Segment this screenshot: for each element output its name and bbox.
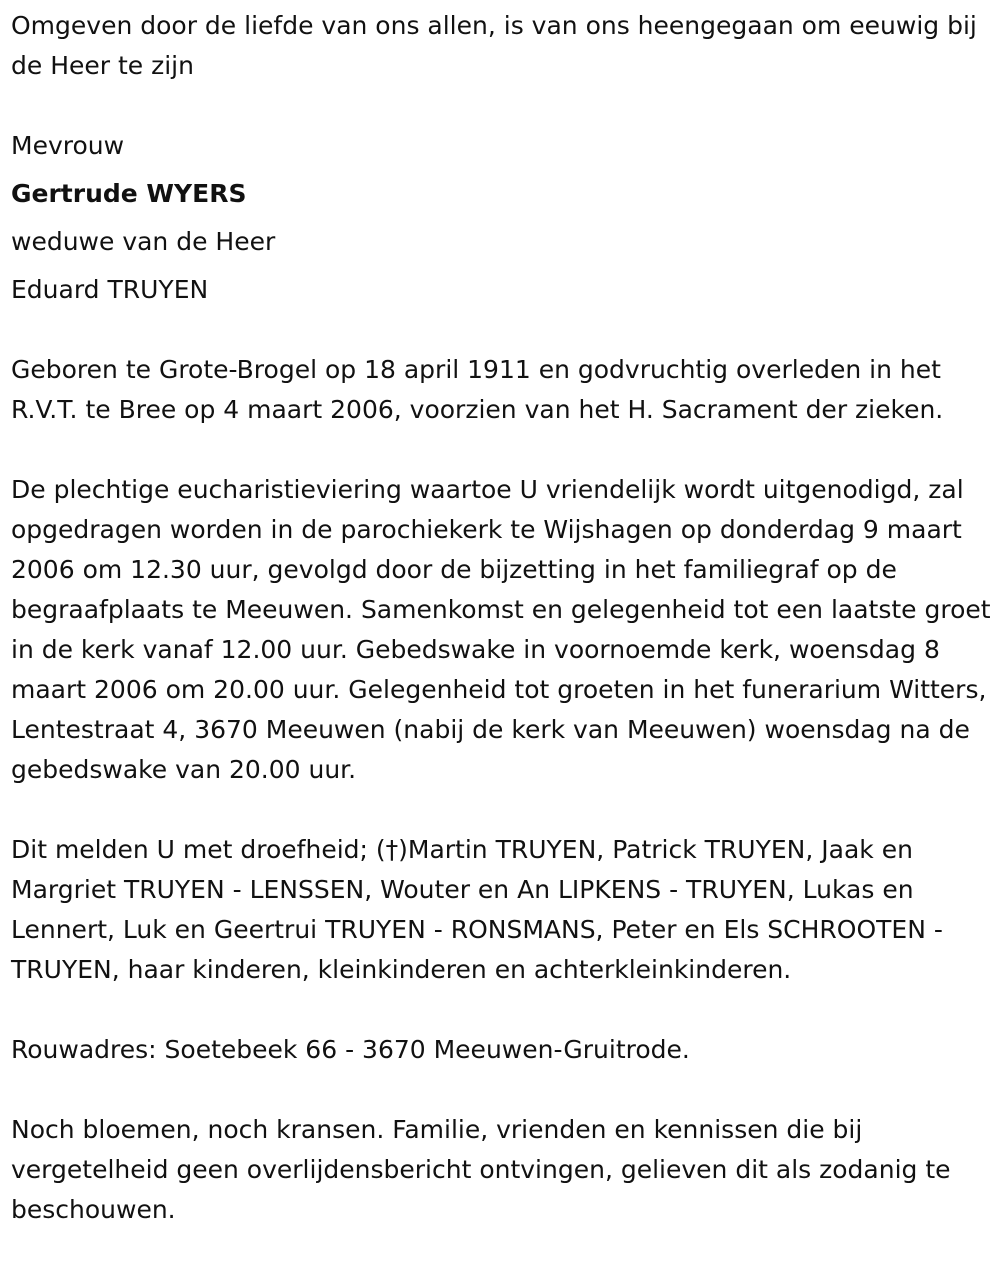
intro-text: Omgeven door de liefde van ons allen, is van ons heengegaan om eeuwig bij de Heer te zijn: [11, 11, 977, 80]
obituary-document: [11, 6, 991, 1230]
spacer: [11, 86, 991, 126]
deceased-names-block: [11, 122, 991, 314]
spacer: [11, 990, 991, 1030]
birth-death-text: Geboren te Grote-Brogel op 18 april 1911 en godvruchtig overleden in het R.V.T. te Bree op 4 maart 2006, voorzien van het H. Sacrament der zieken.: [11, 355, 944, 424]
spouse-name: Eduard TRUYEN: [11, 275, 209, 304]
closing-text: Noch bloemen, noch kransen. Familie, vrienden en kennissen die bij vergetelheid geen overlijdensbericht ontvingen, gelieven dit als zodanig te beschouwen.: [11, 1115, 951, 1224]
mourning-address: Rouwadres: Soetebeek 66 - 3670 Meeuwen-Gruitrode.: [11, 1035, 690, 1064]
deceased-name: Gertrude WYERS: [11, 179, 247, 208]
spacer: [11, 1070, 991, 1110]
spacer: [11, 790, 991, 830]
spacer: [11, 310, 991, 350]
ceremony-text: De plechtige eucharistieviering waartoe U vriendelijk wordt uitgenodigd, zal opgedragen worden in de parochiekerk te Wijshagen op donderdag 9 maart 2006 om 12.30 uur, gevolgd door de bijzetting in het familiegraf op de begraafplaats te Meeuwen. Samenkomst en gelegenheid tot een laatste groet in de kerk vanaf 12.00 uur. Gebedswake in voornoemde kerk, woensdag 8 maart 2006 om 20.00 uur. Gelegenheid tot groeten in het funerarium Witters, Lentestraat 4, 3670 Meeuwen (nabij de kerk van Meeuwen) woensdag na de gebedswake van 20.00 uur.: [11, 475, 991, 784]
family-text: Dit melden U met droefheid; (†)Martin TRUYEN, Patrick TRUYEN, Jaak en Margriet TRUYEN - LENSSEN, Wouter en An LIPKENS - TRUYEN, Lukas en Lennert, Luk en Geertrui TRUYEN - RONSMANS, Peter en Els SCHROOTEN - TRUYEN, haar kinderen, kleinkinderen en achterkleinkinderen.: [11, 835, 943, 984]
honorific-title: Mevrouw: [11, 131, 125, 160]
spacer: [11, 430, 991, 470]
relation-text: weduwe van de Heer: [11, 227, 276, 256]
